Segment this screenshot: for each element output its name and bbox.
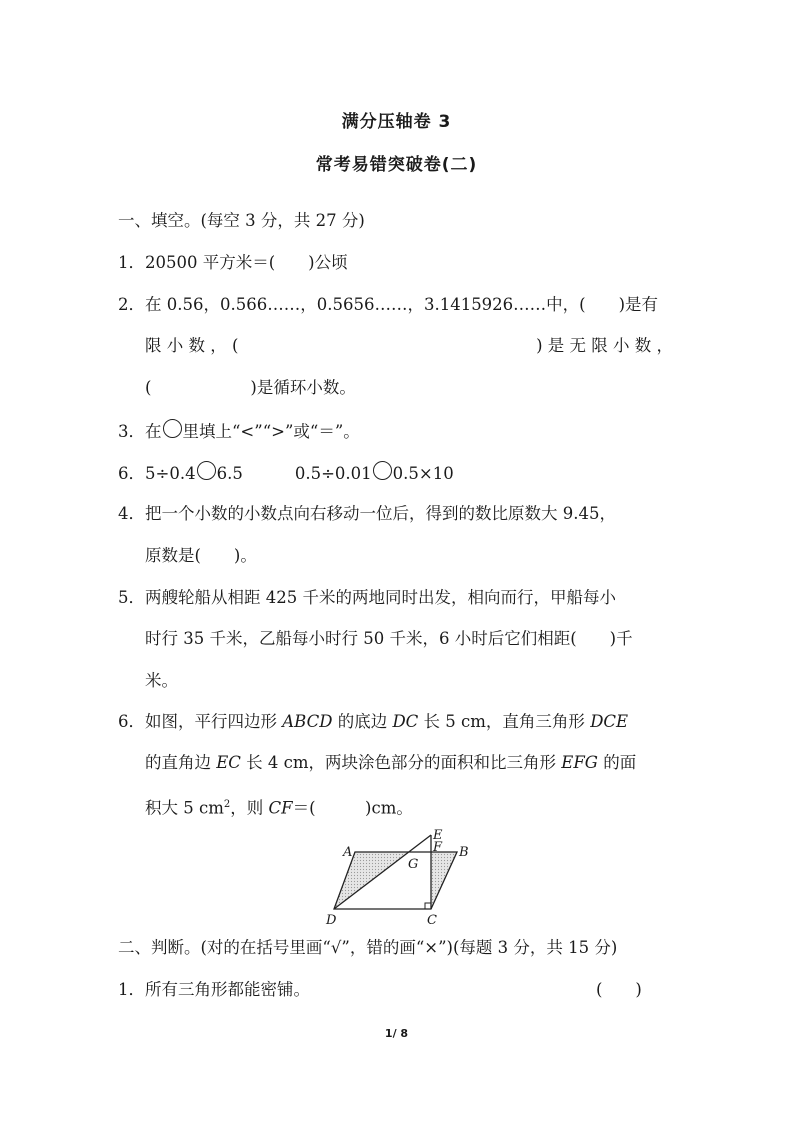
label-d: D [326,913,337,928]
question-1-5-line3: 米。 [145,671,178,690]
label-b: B [459,845,469,860]
expr2-right: 0.5×10 [392,464,454,483]
question-1-6-line3 [145,794,413,820]
question-1-6-line2 [145,752,636,774]
text: 如图，平行四边形 [145,712,283,731]
math-var: CF [268,798,293,818]
question-text: 在 [145,422,162,441]
circle-blank-icon[interactable] [197,461,216,480]
question-number: 6． [118,712,145,731]
text: ，则 [230,798,269,818]
text: 的面 [597,753,637,772]
parallelogram-diagram [320,820,480,930]
question-text: 在 0.56，0.566……，0.5656……，3.1415926……中，( )是有 [145,295,659,314]
page-number: 1/ 8 [384,1027,409,1040]
right-angle-mark [425,903,431,909]
label-g: G [408,857,419,872]
question-text: 所有三角形都能密铺。 [145,980,310,999]
math-var: EFG [561,753,598,772]
question-text-left: 限 小 数 ， ( [145,336,239,355]
question-number: 1． [118,253,145,272]
math-var: DCE [590,712,629,731]
label-e: E [433,828,443,843]
question-text: 两艘轮船从相距 425 千米的两地同时出发，相向而行，甲船每小 [145,588,616,607]
question-number: 6． [118,464,145,483]
question-1-2-line3: ( )是循环小数。 [145,378,356,397]
question-1-3 [118,419,360,443]
section1-heading: 一、填空。(每空 3 分，共 27 分) [118,211,365,230]
expr1-left: 5÷0.4 [145,464,196,483]
question-1-2-line1 [118,294,658,316]
section2-heading: 二、判断。(对的在括号里画“√”，错的画“×”)(每题 3 分，共 15 分) [118,938,618,957]
question-1-2-line2 [145,335,673,357]
question-number: 5． [118,588,145,607]
question-number: 1． [118,980,145,999]
question-number: 2． [118,295,145,314]
question-text: 20500 平方米＝( )公顷 [145,253,348,272]
expr1-right: 6.5 [216,464,243,483]
question-text: 里填上“<”“>”或“＝”。 [182,422,360,441]
circle-blank-icon [163,419,182,438]
answer-box[interactable]: ( ) [596,980,642,999]
question-2-1 [118,979,310,1001]
label-c: C [427,913,437,928]
question-number: 3． [118,422,145,441]
text: 积大 5 cm [145,798,224,818]
page-subtitle: 常考易错突破卷(二) [315,155,478,175]
text: ＝( )cm。 [292,798,413,818]
text: 长 5 cm，直角三角形 [418,712,591,731]
label-f: F [433,840,443,855]
question-1-1 [118,252,348,274]
question-1-5-line2: 时行 35 千米，乙船每小时行 50 千米，6 小时后它们相距( )千 [145,629,633,648]
circle-blank-icon[interactable] [373,461,392,480]
text: 的直角边 [145,753,217,772]
question-1-6-line1 [118,711,628,733]
question-1-4-line1 [118,503,616,525]
question-1-4-line2: 原数是( )。 [145,546,257,565]
label-a: A [343,845,353,860]
math-var: ABCD [282,712,333,731]
math-var: DC [392,712,419,731]
expr2-left: 0.5÷0.01 [294,464,372,483]
question-text-right: ) 是 无 限 小 数 ， [536,336,673,355]
question-text: 把一个小数的小数点向右移动一位后，得到的数比原数大 9.45， [145,504,616,523]
text: 长 4 cm，两块涂色部分的面积和比三角形 [240,753,562,772]
page-title: 满分压轴卷 3 [341,112,452,132]
text: 的底边 [332,712,393,731]
question-1-5-line1 [118,587,616,609]
question-number: 4． [118,504,145,523]
superscript: 2 [223,799,231,810]
question-1-3-items [118,461,454,485]
math-var: EC [216,753,241,772]
